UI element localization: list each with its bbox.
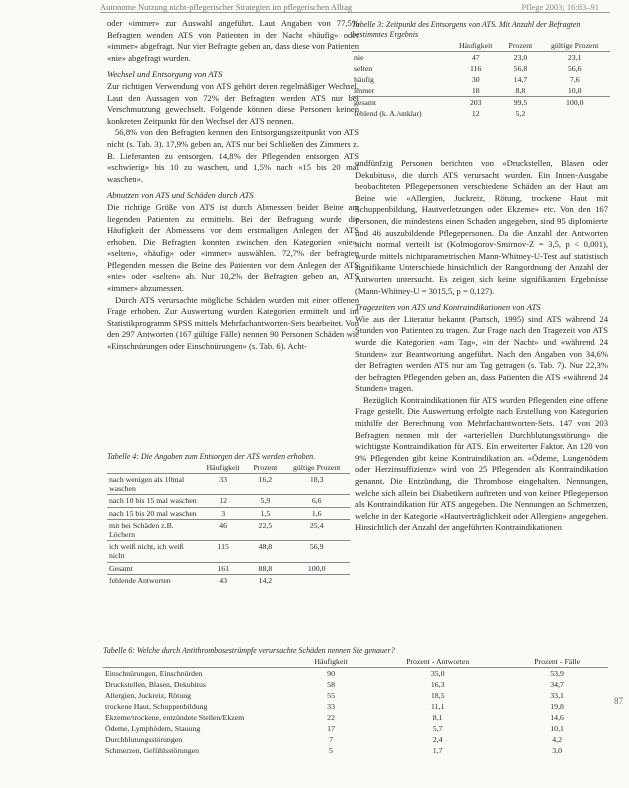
table-cell: 12 [199,495,247,507]
column-header [352,40,450,52]
table-3 [352,20,610,119]
row-label: Schmerzen, Gefühlsstörungen [105,746,199,755]
table-cell: 33,1 [550,691,564,700]
table-5-body [103,668,608,757]
table-cell: 46 [199,519,247,540]
column-header: Häufigkeit [293,656,369,668]
header-rule [100,12,610,13]
table-cell: 8,8 [515,86,526,95]
column-header [107,462,199,474]
table-cell: 5,9 [247,495,283,507]
table-cell: 22,5 [247,519,283,540]
table-cell: 12 [471,109,480,118]
page-number: 87 [614,696,623,706]
paragraph: 56,8% von den Befragten kennen den Entsorgungszeitpunkt von ATS nicht (s. Tab. 3). 17,9% geben an, ATS nur bei Schließen des Zimmers z. B. Lieferanten zu entsorgen. 14,8% der Pflegenden entsorgen ATS «schwierig» bis 10 zu waschen, und 1,5% nach «15 bis 20 mal waschen». [107,127,359,184]
paragraph: oder «immer» zur Auswahl angeführt. Laut Angaben von 77,5% Befragten wenden ATS von Patienten in der Nacht «häufig» oder «immer» abgefragt. Nur vier Befragte geben an, dass diese von Patienten «nie» abgefragt wurden. [107,18,359,63]
row-label: Ekzeme/trockene, entzündete Stellen/Ekzem [105,713,245,722]
table-cell: 56,8 [513,64,528,73]
row-label: Durchblutungsstörungen [105,735,183,744]
table-cell: 16,3 [430,680,445,689]
table-4-body [107,474,350,587]
section-heading: Tragezeiten von ATS und Kontraindikationen von ATS [355,302,541,313]
table-cell: 99,5 [501,97,539,109]
table-row [103,723,608,734]
table-row [107,541,350,562]
column-header: Häufigkeit [450,40,501,52]
table-row [352,52,610,64]
table-3-header-row [352,40,610,52]
table-cell: 1,6 [283,507,350,519]
table-row [107,562,350,574]
running-header-left: Autonome Nutzung nicht-pflegerischer Strategien im pflegerischen Alltag [100,2,353,12]
table-row [103,734,608,745]
row-label: nach 10 bis 15 mal waschen [107,495,199,507]
table-cell: 7 [329,735,334,744]
table-cell: 116 [470,64,482,73]
table-row [352,108,610,119]
table-row [352,74,610,85]
table-row [103,679,608,690]
section-heading: Wechsel und Entsorgung von ATS [107,69,223,80]
table-cell: 5 [329,746,334,755]
row-label: fehlende Antworten [107,574,199,586]
table-cell: 34,7 [550,680,564,689]
table-4-grid [107,462,350,586]
paragraph: Durch ATS verursachte mögliche Schäden wurden mit einer offenen Frage erhoben. Zur Auswertung wurden Kategorien ermittelt und im Statistikprogramm SPSS mittels Mehrfachantworten-Sets bearbeitet. Von den 297 Antworten (167 gültige Fälle) nennen 90 Personen Schäden wie «Einschnürungen oder Einschnürungen» (s. Tab. 6). Acht- [107,294,359,352]
column-header: Häufigkeit [199,462,247,474]
table-4-header-row [107,462,350,474]
row-label: immer [354,86,375,95]
table-cell: 47 [471,53,480,62]
table-row [103,668,608,680]
table-cell: 48,8 [247,541,283,562]
table-cell: 8,1 [432,713,443,722]
left-text-column [107,18,359,353]
table-cell: 55 [327,691,335,700]
table-cell: 58 [327,680,335,689]
table-cell: 18,3 [309,475,324,484]
column-header: Prozent [501,40,539,52]
table-cell: 88,8 [247,562,283,574]
table-3-caption: Tabelle 3: Zeitpunkt des Entsorgens von ATS. Mit Anzahl der Befragten bestimmtes Ergebnis [352,20,581,39]
row-label: nach wenigen als 10mal waschen [109,475,185,494]
table-cell: 30 [471,75,480,84]
table-cell [283,574,350,586]
right-text-column [355,158,608,534]
table-cell: 100,0 [283,562,350,574]
table-row [103,745,608,756]
table-cell: 14,2 [247,574,283,586]
table-cell: 56,9 [283,541,350,562]
table-cell: 14,7 [513,75,528,84]
table-cell: 1,5 [247,507,283,519]
table-3-body [352,52,610,120]
table-5-header-row [103,656,608,668]
table-cell: 1,7 [432,746,443,755]
table-4 [107,452,350,586]
table-cell: 203 [450,97,501,109]
row-label: trockene Haut, Schuppenbildung [105,702,208,711]
table-cell: 5,7 [432,724,443,733]
table-row [107,507,350,519]
table-5 [103,646,608,756]
table-cell: 4,2 [552,735,562,744]
table-cell: 22 [327,713,335,722]
table-cell: 18 [471,86,480,95]
column-header: Prozent - Antworten [369,656,506,668]
table-3-grid [352,40,610,119]
table-cell: 161 [199,562,247,574]
table-5-caption: Tabelle 6: Welche durch Antithrombosestrümpfe verursachte Schäden nennen Sie genauer? [103,646,395,655]
table-cell: 16,2 [258,475,273,484]
table-cell: 23,1 [567,53,582,62]
table-cell: 90 [327,669,335,678]
column-header: gültige Prozent [539,40,610,52]
paragraph: undfünfzig Personen berichten von «Druckstellen, Blasen oder Dekubitus», die durch ATS verursacht wurden. Ein Innen-Ausgabe beobachteten Pflegepersonen verschiedene Schäden an der Haut am Beine wie «Allergien, Juckreiz, Rötung, trockene Haut mit Schuppenbildung, Hautverletzungen oder Ekzeme» etc. Von den 167 Personen, die mindestens einen Schaden angegeben, sind 95 diplomierte und 46 auszubildende Pflegepersonen. Da die Anzahl der Antworten nicht normal verteilt ist (Kolmogorov-Smirnov-Z = 3,5, p < 0,001), wurde mittels nichtparametrischen Mann-Whitney-U-Test auf statistisch signifikante Unterschiede hinsichtlich der Rangordnung der Anzahl der Antworten untersucht. Es zeigen sich keine signifikanten Ergebnisse (Mann-Whitney-U = 3015,5, p = 0,127). [355,158,608,296]
paragraph: Zur richtigen Verwendung von ATS gehört deren regelmäßiger Wechsel. Laut den Aussagen von 72% der Befragten werden ATS nur bei Verschmutzung gewechselt. Folgende können diese Personen keinen konkreten Zeitpunkt für den Wechsel der ATS nennen. [107,80,359,126]
table-cell: 18,5 [430,691,445,700]
row-label: häufig [354,75,374,84]
table-cell: 56,6 [567,64,582,73]
table-cell: 23,0 [513,53,528,62]
table-row [103,712,608,723]
table-cell: 35,0 [430,669,445,678]
row-label: selten [354,64,373,73]
table-row [107,519,350,540]
table-cell: 3 [199,507,247,519]
paragraph: Wie aus der Literatur bekannt (Partsch, 1995) sind ATS während 24 Stunden von Patienten zu tragen. Zur Frage nach den Tragezeit von ATS wurde die Kategorien «am Tag», «in der Nacht» und «während 24 Stunden» zur Beantwortung angeführt. Nach den Angaben von 34,6% der Befragten werden ATS nur am Tag getragen (s. Tab. 7). Nur 22,3% der befragten Pflegenden geben an, dass Patienten die ATS «während 24 Stunden» tragen. [355,313,608,394]
table-row [107,495,350,507]
table-cell: 5,2 [515,109,526,118]
paragraph: Die richtige Größe von ATS ist durch Abmessen beider Beine am liegenden Patienten zu ermitteln. Bei der Befragung wurde die Häufigkeit der Abmessens vor dem erstmaligen Anlegen der ATS erhoben. Die Befragten konnten zwischen den Kategorien «nie», «selten», «häufig» oder «immer» auswählen. 72,7% der befragten Pflegenden messen die Beine des Patienten vor dem Anlegen der ATS «nie» oder «selten» ab. Nur 10,2% der Befragten geben an, ATS «immer» abzumessen. [107,201,359,294]
table-cell: 11,1 [431,702,445,711]
table-row [107,574,350,586]
table-cell: 100,0 [539,97,610,109]
column-header: gültige Prozent [283,462,350,474]
row-label: nach 15 bis 20 mal waschen [107,507,199,519]
section-heading: Abnutzen von ATS und Schäden durch ATS [107,190,254,201]
table-cell: 3,0 [552,746,562,755]
table-cell: 33 [219,475,228,484]
table-cell: 7,6 [569,75,580,84]
row-label: ich weiß nicht, ich weiß nicht [107,541,199,562]
row-label: nie [354,53,364,62]
table-5-grid [103,656,608,756]
table-cell: 6,6 [283,495,350,507]
table-cell: 2,4 [432,735,443,744]
table-cell: 53,9 [550,669,564,678]
row-label: Einschnürungen, Einschnürden [105,669,203,678]
column-header: Prozent [247,462,283,474]
table-cell: 14,6 [550,713,564,722]
table-4-caption: Tabelle 4: Die Angaben zum Entsorgen der ATS werden erhoben. [107,452,316,461]
table-row [352,63,610,74]
column-header [103,656,293,668]
table-row [352,85,610,97]
table-cell: 33 [327,702,335,711]
row-label: Ödeme, Lymphödem, Stauung [105,724,201,733]
table-cell: 10,0 [567,86,582,95]
table-row [107,474,350,495]
paragraph: Bezüglich Kontraindikationen für ATS wurden Pflegenden eine offene Frage gestellt. Die Auswertung erfolgte nach Erstellung von Kategorien mithilfe der Berechnung von Mehrfachantworten-Sets. 147 von 203 Befragten nennen mit der «arteriellen Durchblutungsstörung» die wichtigste Kontraindikation für ATS. Ein erweiterter Faktor. An 120 von 9% Pflegenden gibt keine Kontraindikation an. «Ödeme, Lungenödem oder Herzinsuffizienz» wird von 25 Pflegenden als Kontraindikation genannt. Die Entzündung, die Thrombose eingehalten. Nennungen, welche sich allein bei Diabetikern auftreten und von keiner Pflegeperson als Kontraindikation für ATS angegeben. Die Nennungen an Schmerzen, welche in der Kategorie «Hautverträglichkeit oder Allergien» angegeben. Hinsichtlich der Anzahl der angeführten Kontraindikationen [355,394,608,533]
table-row [103,701,608,712]
table-cell: 10,1 [550,724,564,733]
table-cell: 19,8 [550,702,564,711]
table-cell: 115 [199,541,247,562]
table-cell: 17 [327,724,335,733]
table-cell: 25,4 [283,519,350,540]
table-row [352,97,610,109]
row-label: fehlend (k. A./unklar) [354,109,422,118]
row-label: Gesamt [107,562,199,574]
running-header-right: Pflege 2003; 16:83–91 [521,2,599,12]
table-row [103,690,608,701]
table-cell: 43 [199,574,247,586]
table-cell [539,108,610,119]
row-label: gesamt [352,97,450,109]
row-label: mit bei Schäden z.B. Löchern [107,519,199,540]
row-label: Allergien, Juckreiz, Rötung [105,691,192,700]
row-label: Druckstellen, Blasen, Dekubitus [105,680,206,689]
column-header: Prozent - Fälle [506,656,608,668]
